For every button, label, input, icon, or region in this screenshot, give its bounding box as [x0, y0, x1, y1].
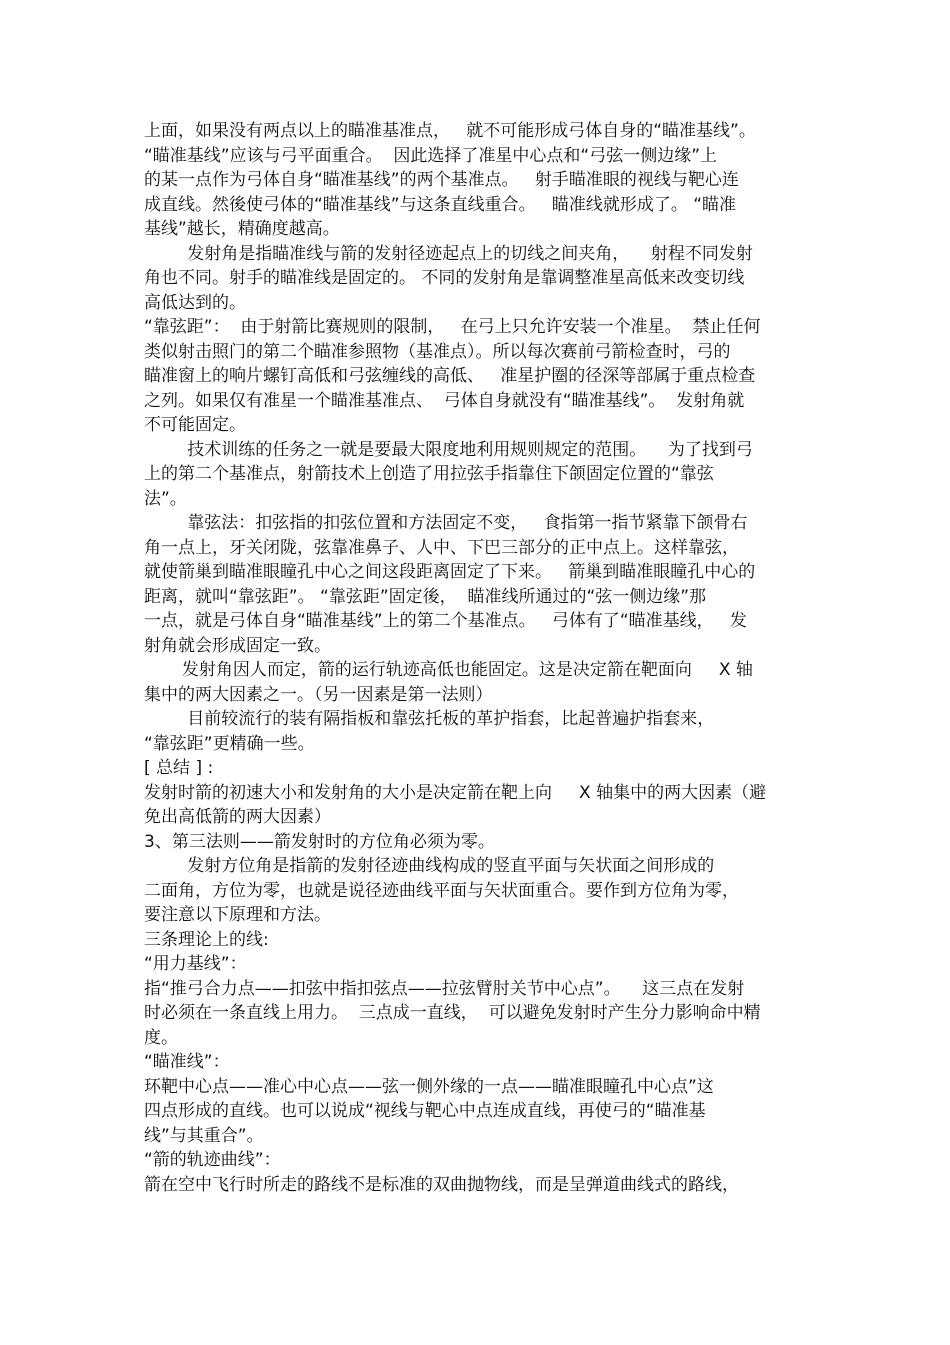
- text-line: 二面角，方位为零，也就是说径迹曲线平面与矢状面重合。要作到方位角为零，: [144, 880, 739, 901]
- document-text-body: [144, 119, 816, 1197]
- text-line: 不可能固定。: [144, 415, 246, 435]
- text-line: 三条理论上的线:: [144, 929, 269, 950]
- text-line: “靠弦距”： 由于射箭比赛规则的限制， 在弓上只允许安装一个准星。 禁止任何: [144, 317, 761, 337]
- text-line: 一点，就是弓体自身“瞄准基线”上的第二个基准点。 弓体有了“瞄准基线， 发: [144, 611, 747, 631]
- text-line: “用力基线”：: [144, 954, 247, 974]
- text-line: “靠弦距”更精确一些。: [144, 733, 315, 754]
- text-line: [ 总结 ] :: [144, 758, 214, 778]
- text-line: 时必须在一条直线上用力。 三点成一直线， 可以避免发射时产生分力影响命中精: [144, 1003, 761, 1023]
- text-line: 距离，就叫“靠弦距”。 “靠弦距”固定後， 瞄准线所通过的“弦一侧边缘”那: [144, 586, 707, 607]
- text-line: 上面，如果没有两点以上的瞄准基准点， 就不可能形成弓体自身的“瞄准基线”。: [144, 121, 756, 141]
- text-line: 度。: [144, 1027, 178, 1048]
- text-line: 成直线。然後使弓体的“瞄准基线”与这条直线重合。 瞄准线就形成了。 “瞄准: [144, 194, 737, 215]
- text-line: 高低达到的。: [144, 292, 246, 313]
- text-line: 发射时箭的初速大小和发射角的大小是决定箭在靶上向 X 轴集中的两大因素（避: [144, 782, 767, 803]
- text-line: 目前较流行的装有隔指板和靠弦托板的革护指套，比起普遍护指套来，: [144, 709, 715, 729]
- text-line: 要注意以下原理和方法。: [144, 905, 331, 925]
- text-line: “瞄准基线”应该与弓平面重合。 因此选择了准星中心点和“弓弦一侧边缘”上: [144, 145, 718, 166]
- text-line: 3、第三法则——箭发射时的方位角必须为零。: [144, 831, 495, 852]
- text-line: 法”。: [144, 488, 187, 509]
- text-line: 集中的两大因素之一。（另一因素是第一法则）: [144, 684, 493, 705]
- text-line: 环靶中心点——准心中心点——弦一侧外缘的一点——瞄准眼瞳孔中心点”这: [144, 1076, 714, 1097]
- text-line: “箭的轨迹曲线”：: [144, 1150, 281, 1170]
- text-line: 技术训练的任务之一就是要最大限度地利用规则规定的范围。 为了找到弓: [144, 439, 753, 460]
- text-line: 基线”越长，精确度越高。: [144, 219, 340, 239]
- text-line: 之列。如果仅有准星一个瞄准基准点、 弓体自身就没有“瞄准基线”。 发射角就: [144, 390, 745, 411]
- text-line: 发射角是指瞄准线与箭的发射径迹起点上的切线之间夹角， 射程不同发射: [144, 243, 753, 264]
- text-line: 免出高低箭的两大因素）: [144, 807, 331, 827]
- text-line: 线”与其重合”。: [144, 1125, 264, 1146]
- text-line: 射角就会形成固定一致。: [144, 635, 331, 656]
- text-line: 瞄准窗上的响片螺钉高低和弓弦缠线的高低、 准星护圈的径深等部属于重点检查: [144, 366, 756, 386]
- text-line: “瞄准线”：: [144, 1052, 230, 1072]
- text-line: 的某一点作为弓体自身“瞄准基线”的两个基准点。 射手瞄准眼的视线与靶心连: [144, 170, 739, 190]
- text-line: 箭在空中飞行时所走的路线不是标准的双曲抛物线，而是呈弹道曲线式的路线，: [144, 1174, 739, 1195]
- text-line: 角也不同。射手的瞄准线是固定的。 不同的发射角是靠调整准星高低来改变切线: [144, 268, 745, 288]
- text-line: 四点形成的直线。也可以说成“视线与靶心中点连成直线，再使弓的“瞄准基: [144, 1101, 706, 1121]
- text-line: 发射角因人而定，箭的运行轨迹高低也能固定。这是决定箭在靶面向 X 轴: [144, 660, 753, 680]
- text-line: 发射方位角是指箭的发射径迹曲线构成的竖直平面与矢状面之间形成的: [144, 856, 715, 876]
- text-line: 角一点上，牙关闭陇，弦靠准鼻子、人中、下巴三部分的正中点上。这样靠弦，: [144, 537, 739, 558]
- text-line: 指“推弓合力点——扣弦中指扣弦点——拉弦臂肘关节中心点”。 这三点在发射: [144, 978, 745, 999]
- text-line: 就使箭巢到瞄准眼瞳孔中心之间这段距离固定了下来。 箭巢到瞄准眼瞳孔中心的: [144, 562, 756, 582]
- text-line: 靠弦法：扣弦指的扣弦位置和方法固定不变， 食指第一指节紧靠下颌骨右: [144, 513, 748, 533]
- text-line: 类似射击照门的第二个瞄准参照物（基准点）。所以每次赛前弓箭检查时，弓的: [144, 341, 731, 362]
- text-line: 上的第二个基准点，射箭技术上创造了用拉弦手指靠住下颌固定位置的“靠弦: [144, 464, 714, 484]
